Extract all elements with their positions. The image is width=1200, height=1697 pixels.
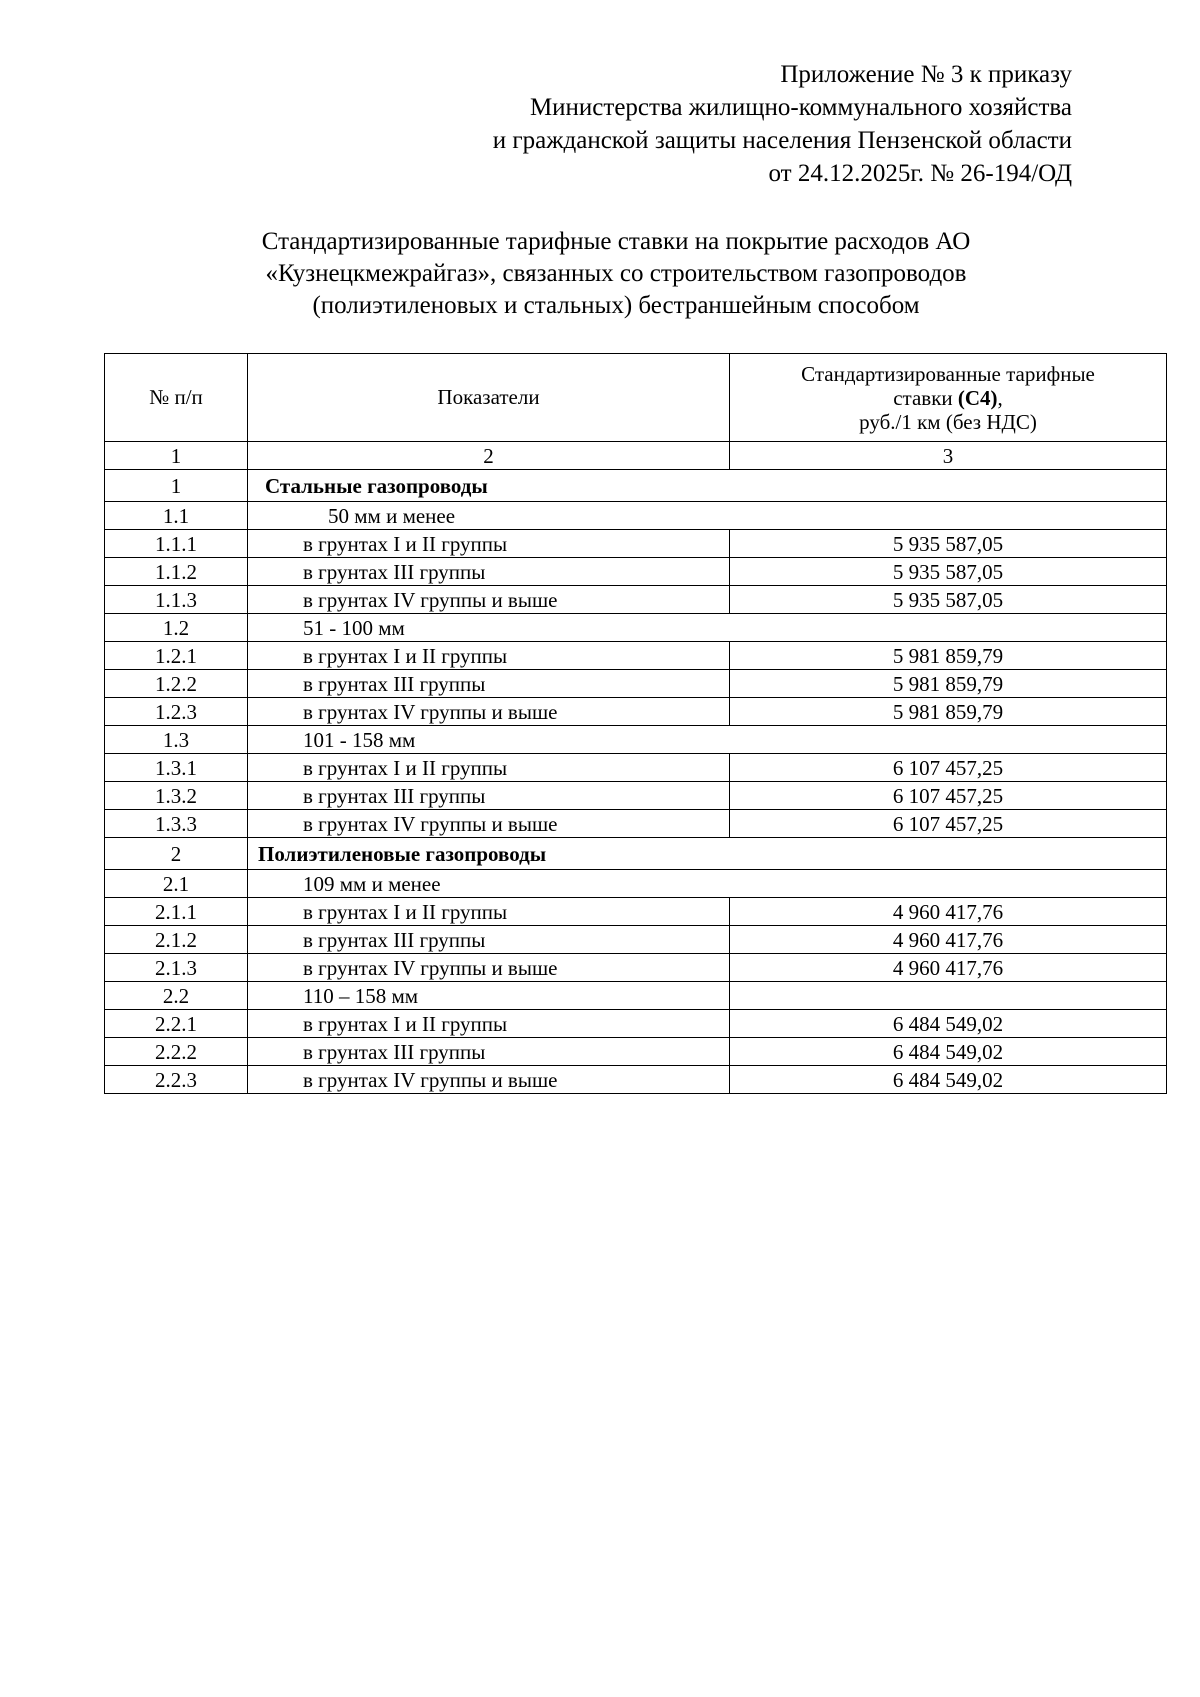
section-row <box>105 838 1167 870</box>
document-title <box>240 226 992 322</box>
item-value: 6 484 549,02 <box>730 1066 1167 1094</box>
header-code: (С4) <box>957 385 998 410</box>
title-line: Стандартизированные тарифные ставки на покрытие расходов АО <box>261 228 971 255</box>
item-value: 4 960 417,76 <box>730 954 1167 982</box>
item-name: в грунтах IV группы и выше <box>248 586 730 614</box>
item-name: в грунтах IV группы и выше <box>248 954 730 982</box>
table-row <box>105 926 1167 954</box>
subgroup-row <box>105 502 1167 530</box>
item-number: 2.1.2 <box>105 926 248 954</box>
table-row <box>105 782 1167 810</box>
document-header <box>493 58 1072 190</box>
item-name: в грунтах III группы <box>248 1038 730 1066</box>
subgroup-number: 1.1 <box>105 502 248 530</box>
column-header-name: Показатели <box>248 354 730 442</box>
subgroup-name: 101 - 158 мм <box>248 726 1167 754</box>
table-row <box>105 586 1167 614</box>
item-name: в грунтах I и II группы <box>248 530 730 558</box>
item-number: 2.2.3 <box>105 1066 248 1094</box>
table-row <box>105 1066 1167 1094</box>
item-value: 6 107 457,25 <box>730 810 1167 838</box>
table-row <box>105 1010 1167 1038</box>
item-number: 1.1.2 <box>105 558 248 586</box>
subgroup-name: 109 мм и менее <box>248 870 1167 898</box>
item-number: 1.1.1 <box>105 530 248 558</box>
header-line: Министерства жилищно-коммунального хозяйства <box>529 94 1072 121</box>
header-text: ставки <box>893 385 958 410</box>
subgroup-number: 1.3 <box>105 726 248 754</box>
header-line: Приложение № 3 к приказу <box>780 61 1072 88</box>
item-value: 6 107 457,25 <box>730 754 1167 782</box>
item-name: в грунтах IV группы и выше <box>248 698 730 726</box>
subgroup-row <box>105 726 1167 754</box>
subgroup-number: 2.2 <box>105 982 248 1010</box>
item-name: в грунтах IV группы и выше <box>248 1066 730 1094</box>
header-line: и гражданской защиты населения Пензенской области <box>492 127 1072 154</box>
item-value: 6 484 549,02 <box>730 1010 1167 1038</box>
subgroup-row <box>105 870 1167 898</box>
item-name: в грунтах IV группы и выше <box>248 810 730 838</box>
item-number: 2.1.1 <box>105 898 248 926</box>
item-value: 5 981 859,79 <box>730 642 1167 670</box>
item-value: 5 981 859,79 <box>730 670 1167 698</box>
column-number: 3 <box>730 442 1167 470</box>
table-row <box>105 558 1167 586</box>
column-header-value <box>730 354 1167 442</box>
section-name: Полиэтиленовые газопроводы <box>248 838 1167 870</box>
subgroup-row <box>105 982 1167 1010</box>
table-row <box>105 954 1167 982</box>
title-line: (полиэтиленовых и стальных) бестраншейным способом <box>312 292 920 319</box>
table-row <box>105 898 1167 926</box>
section-number: 2 <box>105 838 248 870</box>
table-row <box>105 530 1167 558</box>
subgroup-name: 51 - 100 мм <box>248 614 1167 642</box>
item-name: в грунтах I и II группы <box>248 642 730 670</box>
section-name: Стальные газопроводы <box>248 470 1167 502</box>
item-name: в грунтах III группы <box>248 558 730 586</box>
item-number: 1.1.3 <box>105 586 248 614</box>
subgroup-number: 1.2 <box>105 614 248 642</box>
column-number: 2 <box>248 442 730 470</box>
table-row <box>105 642 1167 670</box>
item-value: 4 960 417,76 <box>730 898 1167 926</box>
section-row <box>105 470 1167 502</box>
item-value: 5 935 587,05 <box>730 586 1167 614</box>
item-number: 1.3.1 <box>105 754 248 782</box>
subgroup-name: 110 – 158 мм <box>248 982 730 1010</box>
item-number: 1.2.3 <box>105 698 248 726</box>
table-row <box>105 1038 1167 1066</box>
tariff-table <box>104 353 1167 1094</box>
subgroup-name: 50 мм и менее <box>248 502 1167 530</box>
item-number: 1.2.2 <box>105 670 248 698</box>
item-number: 2.2.1 <box>105 1010 248 1038</box>
item-value: 5 981 859,79 <box>730 698 1167 726</box>
item-number: 2.2.2 <box>105 1038 248 1066</box>
item-name: в грунтах I и II группы <box>248 898 730 926</box>
column-header-value-line <box>730 386 1166 410</box>
column-header-value-line: руб./1 км (без НДС) <box>859 409 1037 434</box>
column-number-row <box>105 442 1167 470</box>
column-header-num: № п/п <box>105 354 248 442</box>
section-number: 1 <box>105 470 248 502</box>
item-number: 1.3.3 <box>105 810 248 838</box>
item-value: 5 935 587,05 <box>730 530 1167 558</box>
item-name: в грунтах III группы <box>248 926 730 954</box>
table-row <box>105 754 1167 782</box>
table-row <box>105 698 1167 726</box>
item-number: 1.2.1 <box>105 642 248 670</box>
subgroup-value-empty <box>730 982 1167 1010</box>
item-name: в грунтах III группы <box>248 670 730 698</box>
subgroup-row <box>105 614 1167 642</box>
item-value: 6 484 549,02 <box>730 1038 1167 1066</box>
title-line: «Кузнецкмежрайгаз», связанных со строительством газопроводов <box>265 260 967 287</box>
item-value: 5 935 587,05 <box>730 558 1167 586</box>
item-name: в грунтах I и II группы <box>248 1010 730 1038</box>
table-header-row <box>105 354 1167 442</box>
table-row <box>105 810 1167 838</box>
item-value: 4 960 417,76 <box>730 926 1167 954</box>
item-name: в грунтах I и II группы <box>248 754 730 782</box>
column-number: 1 <box>105 442 248 470</box>
item-value: 6 107 457,25 <box>730 782 1167 810</box>
column-header-value-line: Стандартизированные тарифные <box>801 361 1095 386</box>
item-number: 1.3.2 <box>105 782 248 810</box>
item-number: 2.1.3 <box>105 954 248 982</box>
subgroup-number: 2.1 <box>105 870 248 898</box>
item-name: в грунтах III группы <box>248 782 730 810</box>
table-row <box>105 670 1167 698</box>
header-text: , <box>997 385 1003 410</box>
header-line: от 24.12.2025г. № 26-194/ОД <box>768 160 1072 187</box>
